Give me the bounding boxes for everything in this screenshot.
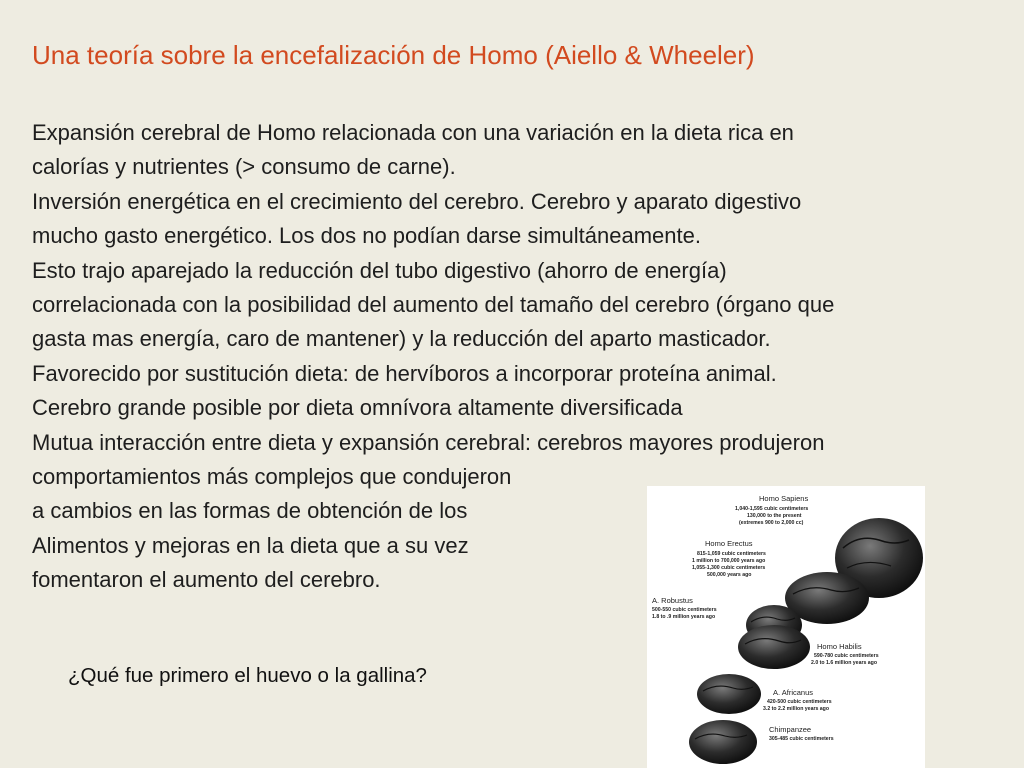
body-line: Alimentos y mejoras en la dieta que a su vez (32, 532, 469, 558)
svg-text:130,000 to the present: 130,000 to the present (747, 513, 802, 519)
svg-text:815-1,059 cubic centimeters: 815-1,059 cubic centimeters (697, 551, 766, 557)
svg-text:1,055-1,300 cubic centimeters: 1,055-1,300 cubic centimeters (692, 565, 766, 571)
svg-text:A. Robustus: A. Robustus (652, 596, 693, 605)
body-line: fomentaron el aumento del cerebro. (32, 567, 381, 593)
brain-homo-habilis (738, 625, 810, 669)
label-homo-sapiens (735, 494, 808, 526)
svg-text:305-485 cubic centimeters: 305-485 cubic centimeters (769, 736, 834, 742)
label-homo-habilis (811, 642, 879, 666)
svg-text:A. Africanus: A. Africanus (773, 688, 814, 697)
svg-text:590-780 cubic centimeters: 590-780 cubic centimeters (814, 653, 879, 659)
body-line: Favorecido por sustitución dieta: de hervíboros a incorporar proteína animal. (32, 360, 777, 386)
body-line: comportamientos más complejos que condujeron (32, 464, 512, 490)
body-line: mucho gasto energético. Los dos no podían darse simultáneamente. (32, 223, 701, 249)
brain-chimpanzee (689, 720, 757, 764)
svg-text:2.0 to 1.6 million years ago: 2.0 to 1.6 million years ago (811, 660, 878, 666)
svg-text:420-500 cubic centimeters: 420-500 cubic centimeters (767, 699, 832, 705)
body-line: Esto trajo aparejado la reducción del tubo digestivo (ahorro de energía) (32, 257, 727, 283)
body-line: Expansión cerebral de Homo relacionada con una variación en la dieta rica en (32, 120, 794, 145)
body-line: gasta mas energía, caro de mantener) y la reducción del aparto masticador. (32, 326, 771, 352)
body-line: a cambios en las formas de obtención de los (32, 498, 468, 524)
brain-a-africanus (697, 674, 761, 714)
svg-text:500-550 cubic centimeters: 500-550 cubic centimeters (652, 607, 717, 613)
label-chimpanzee (769, 725, 834, 742)
label-homo-erectus (692, 539, 766, 578)
svg-text:Chimpanzee: Chimpanzee (769, 725, 812, 734)
brain-comparison-figure (647, 486, 925, 768)
svg-text:Homo Habilis: Homo Habilis (817, 642, 862, 651)
body-line: Mutua interacción entre dieta y expansión cerebral: cerebros mayores produjeron (32, 429, 825, 455)
body-line: calorías y nutrientes (> consumo de carne). (32, 154, 456, 180)
body-line: Inversión energética en el crecimiento del cerebro. Cerebro y aparato digestivo (32, 188, 802, 214)
label-a-africanus (763, 688, 832, 712)
svg-text:500,000 years ago: 500,000 years ago (707, 572, 752, 578)
svg-text:1,040-1,595 cubic centimeters: 1,040-1,595 cubic centimeters (735, 506, 809, 512)
slide-title: Una teoría sobre la encefalización de Homo (Aiello & Wheeler) (32, 40, 755, 70)
svg-text:1 million to 700,000 years ago: 1 million to 700,000 years ago (692, 558, 766, 564)
question-text: ¿Qué fue primero el huevo o la gallina? (68, 664, 427, 687)
body-line: Cerebro grande posible por dieta omnívora altamente diversificada (32, 395, 683, 421)
svg-text:Homo Sapiens: Homo Sapiens (759, 494, 809, 503)
label-a-robustus (652, 596, 717, 620)
svg-text:Homo Erectus: Homo Erectus (705, 539, 753, 548)
svg-text:3.2 to 2.2 million years ago: 3.2 to 2.2 million years ago (763, 706, 830, 712)
body-line: correlacionada con la posibilidad del aumento del tamaño del cerebro (órgano que (32, 292, 835, 318)
svg-text:(extremes 900 to 2,000 cc): (extremes 900 to 2,000 cc) (739, 520, 804, 526)
svg-text:1.8 to .9 million years ago: 1.8 to .9 million years ago (652, 614, 716, 620)
